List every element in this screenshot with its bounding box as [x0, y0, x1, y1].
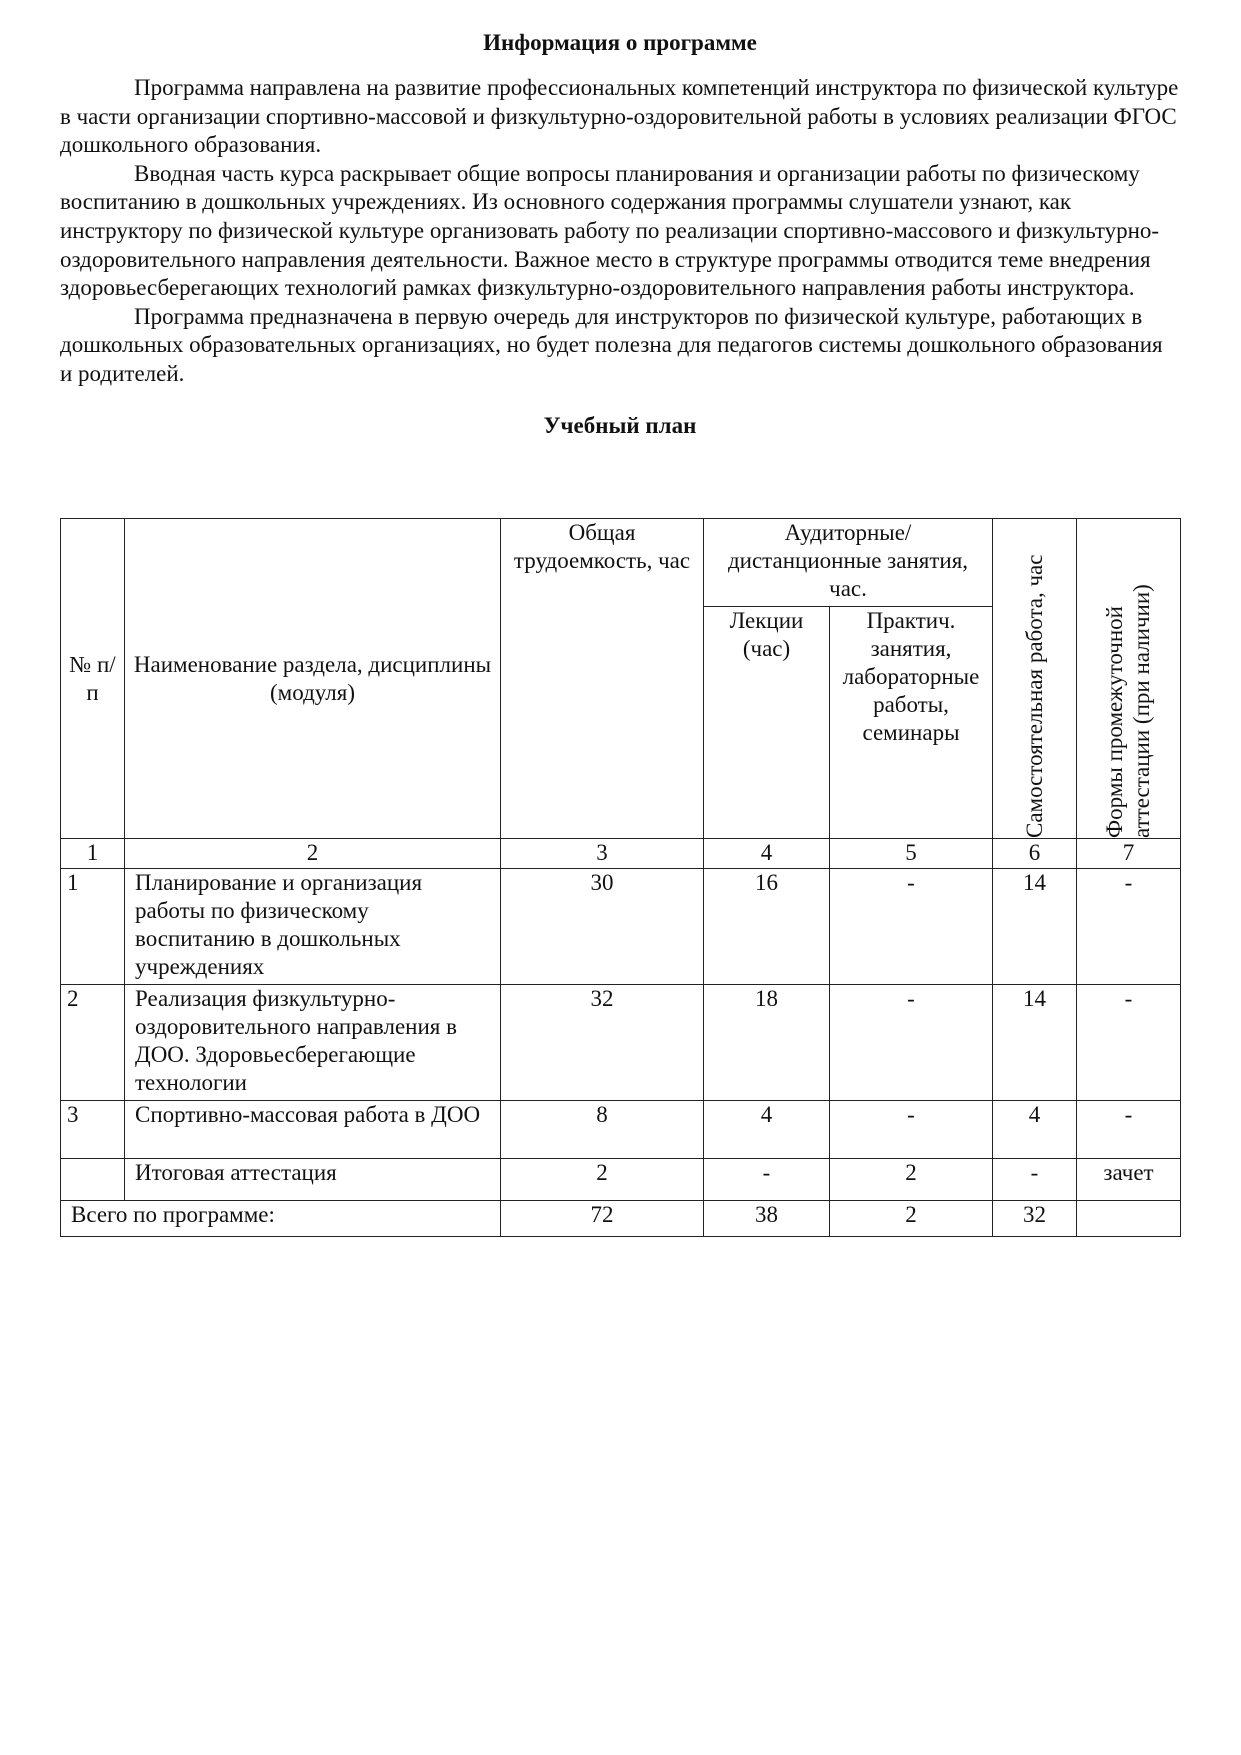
- header-lectures: Лекции (час): [704, 607, 830, 839]
- column-number: 6: [993, 839, 1077, 869]
- row-num: 2: [61, 985, 125, 1101]
- header-forms-cell: [1077, 519, 1181, 839]
- table-row: [61, 1101, 1181, 1159]
- header-classroom: Аудиторные/ дистанционные занятия, час.: [704, 519, 993, 607]
- table-row: [61, 1159, 1181, 1201]
- table-row: [61, 869, 1181, 985]
- row-forms: -: [1077, 985, 1181, 1101]
- column-number: 1: [61, 839, 125, 869]
- row-lectures: 16: [704, 869, 830, 985]
- total-lectures: 38: [704, 1201, 830, 1237]
- row-total: 32: [501, 985, 704, 1101]
- header-practice: Практич. занятия, лабораторные работы, семинары: [830, 607, 993, 839]
- info-paragraph: Программа направлена на развитие профессиональных компетенций инструктора по физической культуре в части организации спортивно-массовой и физкультурно-оздоровительной работы в условиях реализации ФГОС дошкольного образования.: [60, 75, 1179, 158]
- column-number-row: [61, 839, 1181, 869]
- row-name: Планирование и организация работы по физическому воспитанию в дошкольных учреждениях: [125, 869, 501, 985]
- row-practice: -: [830, 1101, 993, 1159]
- info-text: [60, 74, 1180, 389]
- row-num: 3: [61, 1101, 125, 1159]
- plan-title: Учебный план: [543, 412, 697, 438]
- row-practice: -: [830, 869, 993, 985]
- curriculum-table: [60, 518, 1181, 1237]
- row-total: 2: [501, 1159, 704, 1201]
- document-page: [60, 28, 1180, 1227]
- info-title: Информация о программе: [483, 30, 757, 55]
- total-self: 32: [993, 1201, 1077, 1237]
- row-self: 14: [993, 985, 1077, 1101]
- row-total: 8: [501, 1101, 704, 1159]
- total-forms: [1077, 1201, 1181, 1237]
- total-label: Всего по программе:: [61, 1201, 501, 1237]
- column-number: 7: [1077, 839, 1181, 869]
- row-practice: -: [830, 985, 993, 1101]
- row-self: 4: [993, 1101, 1077, 1159]
- total-hours: 72: [501, 1201, 704, 1237]
- row-practice: 2: [830, 1159, 993, 1201]
- row-forms: -: [1077, 869, 1181, 985]
- table-row: [61, 985, 1181, 1101]
- header-name: Наименование раздела, дисциплины (модуля): [125, 519, 501, 839]
- row-self: -: [993, 1159, 1077, 1201]
- info-paragraph: Вводная часть курса раскрывает общие вопросы планирования и организации работы по физическому воспитанию в дошкольных учреждениях. Из основного содержания программы слушатели узнают, как инструктору по физической культуре организовать работу по реализации спортивно-массового и физкультурно-оздоровительного направления деятельности. Важное место в структуре программы отводится теме внедрения здоровьесберегающих технологий рамках физкультурно-оздоровительного направления работы инструктора.: [60, 160, 1160, 301]
- total-row: [61, 1201, 1181, 1237]
- info-paragraph: Программа предназначена в первую очередь для инструкторов по физической культуре, работающих в дошкольных образовательных организациях, но будет полезна для педагогов системы дошкольного образования и родителей.: [60, 303, 1163, 386]
- header-self-cell: [993, 519, 1077, 839]
- row-forms: -: [1077, 1101, 1181, 1159]
- header-row: [61, 519, 1181, 607]
- header-total: Общая трудоемкость, час: [501, 519, 704, 839]
- row-forms: зачет: [1077, 1159, 1181, 1201]
- column-number: 2: [125, 839, 501, 869]
- total-practice: 2: [830, 1201, 993, 1237]
- header-self: Самостоятельная работа, час: [1021, 554, 1047, 838]
- header-num: № п/п: [61, 519, 125, 839]
- column-number: 5: [830, 839, 993, 869]
- header-forms: Формы промежуточной аттестации (при наличии): [1101, 584, 1154, 838]
- column-number: 3: [501, 839, 704, 869]
- row-num: 1: [61, 869, 125, 985]
- row-name: Реализация физкультурно-оздоровительного направления в ДОО. Здоровьесберегающие технологии: [125, 985, 501, 1101]
- row-name: Спортивно-массовая работа в ДОО: [125, 1101, 501, 1159]
- row-lectures: -: [704, 1159, 830, 1201]
- column-number: 4: [704, 839, 830, 869]
- row-name: Итоговая аттестация: [125, 1159, 501, 1201]
- row-lectures: 18: [704, 985, 830, 1101]
- row-num: [61, 1159, 125, 1201]
- row-total: 30: [501, 869, 704, 985]
- row-self: 14: [993, 869, 1077, 985]
- row-lectures: 4: [704, 1101, 830, 1159]
